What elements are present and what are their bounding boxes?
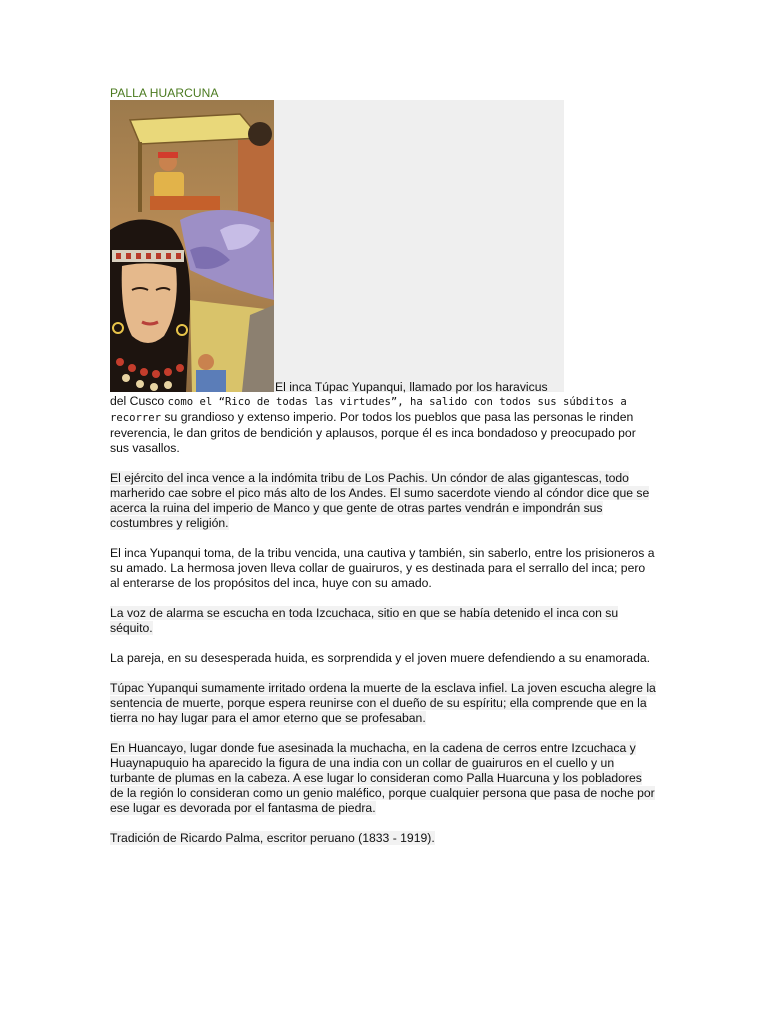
paragraph-text: La pareja, en su desesperada huida, es sorprendida y el joven muere defendiendo a su enamorada. (110, 651, 651, 665)
paragraph-text: Tradición de Ricardo Palma, escritor peruano (1833 - 1919). (110, 831, 435, 845)
paragraph-text: La voz de alarma se escucha en toda Izcuchaca, sitio en que se había detenido el inca con su séquito. (110, 606, 619, 635)
image-frame (274, 100, 564, 392)
paragraph-intro (110, 394, 658, 456)
illustration-inca-woman (110, 100, 274, 392)
paragraph (110, 831, 658, 846)
intro-end: su (161, 410, 178, 424)
paragraph (110, 741, 658, 816)
intro-rest: grandioso y extenso imperio. Por todos los pueblos que pasa las personas le rinden reverencia, le dan gritos de bendición y aplausos, porque él es inca bondadoso y preocupado por sus vasallos. (110, 410, 636, 455)
document-body (110, 394, 658, 861)
paragraph (110, 546, 658, 591)
caption-line: El inca Túpac Yupanqui, llamado por los haravicus (275, 380, 548, 394)
paragraph (110, 471, 658, 531)
illustration-inca-woman-svg (110, 100, 274, 392)
paragraph (110, 606, 658, 636)
paragraph-text: En Huancayo, lugar donde fue asesinada la muchacha, en la cadena de cerros entre Izcuchaca y Huaynapuquio ha aparecido la figura de una india con un collar de guairuros en el cuello y un turbante de plumas en la cabeza. A ese lugar lo consideran como Palla Huarcuna y los pobladores de la región lo consideran como un genio maléfico, porque cualquier persona que pasa de noche por ese lugar es devorada por el fantasma de piedra. (110, 741, 655, 815)
paragraph (110, 651, 658, 666)
intro-mono-text: como el “Rico de todas las virtudes”, ha salido con todos sus súbditos a recorrer (110, 396, 627, 424)
intro-start: del Cusco (110, 394, 168, 408)
paragraph-text: Túpac Yupanqui sumamente irritado ordena la muerte de la esclava infiel. La joven escucha alegre la sentencia de muerte, porque espera reunirse con el dueño de su espíritu; ella comprende que en la tierra no hay lugar para el amor eterno que se profesaban. (110, 681, 656, 725)
paragraph-text: El inca Yupanqui toma, de la tribu vencida, una cautiva y también, sin saberlo, entre los prisioneros a su amado. La hermosa joven lleva collar de guairuros, y es destinada para el serrallo del inca; pero al enterarse de los propósitos del inca, huye con su amado. (110, 546, 655, 590)
paragraph (110, 681, 658, 726)
paragraph-text: El ejército del inca vence a la indómita tribu de Los Pachis. Un cóndor de alas gigantescas, todo marherido cae sobre el pico más alto de los Andes. El sumo sacerdote viendo al cóndor dice que se acerca la ruina del imperio de Manco y que gente de otras partes vendrán e impondrán sus costumbres y religión. (110, 471, 650, 530)
document-title: PALLA HUARCUNA (110, 86, 219, 100)
